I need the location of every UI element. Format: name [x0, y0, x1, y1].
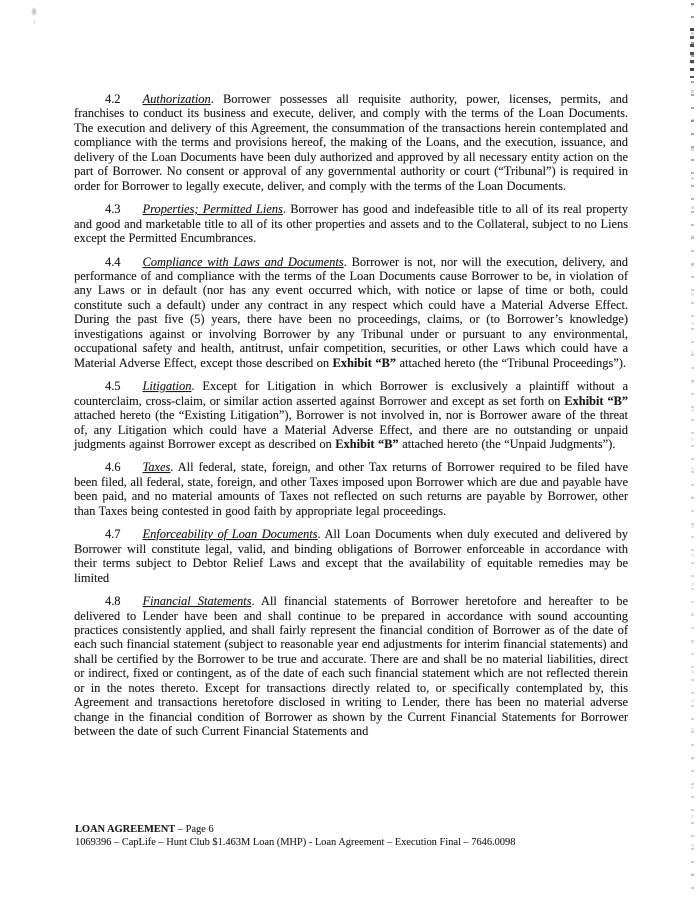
section-number: 4.7 — [105, 527, 121, 542]
section-heading: Compliance with Laws and Documents — [142, 254, 344, 269]
body-text-run: . All federal, state, foreign, and other Tax returns of Borrower required to be filed have been filed, all federal, state, foreign, and other Taxes imposed upon Borrower which are due and payable have been paid, and no material amounts of Taxes not reflected on such returns are payable by Borrower, other than Taxes being contested in good faith by appropriate legal proceedings. — [74, 460, 628, 518]
footer-page-number: – Page 6 — [175, 824, 214, 835]
section-number: 4.4 — [105, 254, 121, 269]
body-text-run: . Borrower has good and indefeasible title to all of its real property and good and marketable title to all of its other properties and assets and to the Collateral, subject to no Liens except the Permitted Encumbrances. — [74, 202, 628, 246]
body-text-run: . Borrower is not, nor will the execution, delivery, and performance of and compliance with the terms of the Loan Documents cause Borrower to be, in violation of any Laws or in default (nor has any event occurred which, with notice or lapse of time or both, could constitute such a default) under any contract in any respect which could have a Material Adverse Effect. During the past five (5) years, there have been no proceedings, claims, or (to Borrower’s knowledge) investigations against or involving Borrower by any Tribunal under or pursuant to any environmental, occupational safety and health, antitrust, unfair competition, securities, or other Laws which could have a Material Adverse Effect, except those described on — [74, 254, 628, 370]
body-text-run: . Borrower possesses all requisite authority, power, licenses, permits, and franchises to conduct its business and execute, deliver, and comply with the terms of the Loan Documents. The execution and delivery of this Agreement, the consummation of the transactions herein contemplated and compliance with the terms and provisions hereof, the making of the Loans, and the execution, issuance, and delivery of the Loan Documents have been duly authorized and approved by all necessary entity action on the part of Borrower. No consent or approval of any governmental authority or court (“Tribunal”) is required in order for Borrower to legally execute, deliver, and comply with the terms of the Loan Documents. — [74, 92, 628, 193]
page-footer — [75, 823, 515, 849]
body-text-run: attached hereto (the “Tribunal Proceedings”). — [395, 355, 626, 370]
section-number: 4.8 — [105, 594, 121, 609]
footer-doc-title: LOAN AGREEMENT — [75, 824, 176, 835]
section-paragraph — [74, 594, 628, 739]
section-paragraph — [74, 92, 628, 193]
section-paragraph — [74, 379, 628, 451]
section-heading: Taxes — [142, 460, 171, 475]
body-text-run: . All Loan Documents when duly executed and delivered by Borrower will constitute legal, valid, and binding obligations of Borrower enforceable in accordance with their terms subject to Debtor Relief Laws and except that the availability of equitable remedies may be limited — [74, 527, 628, 585]
section-number: 4.2 — [105, 92, 121, 106]
body-text-run: . All financial statements of Borrower heretofore and hereafter to be delivered to Lender have been and shall continue to be prepared in accordance with sound accounting practices consistently applied, and shall fairly represent the financial condition of Borrower as of the date of each such financial statement (subject to reasonable year end adjustments for interim financial statements) and shall be certified by the Borrower to be true and accurate. There are and shall be no material liabilities, direct or indirect, fixed or contingent, as of the date of each such financial statement which are not reflected therein or in the notes thereto. Except for transactions directly related to, or specifically contemplated by, this Agreement and transactions heretofore disclosed in writing to Lender, there has been no material adverse change in the financial condition of Borrower as shown by the Current Financial Statements for Borrower between the date of such Current Financial Statements and — [74, 594, 628, 739]
scan-noise-right-edge — [691, 3, 694, 897]
section-heading: Properties; Permitted Liens — [142, 202, 283, 217]
scan-smudge-dot — [33, 19, 36, 25]
section-number: 4.5 — [105, 379, 121, 394]
section-body-text — [74, 255, 628, 370]
section-paragraph — [74, 527, 628, 585]
document-body — [74, 92, 628, 739]
scan-smudge-top-left — [31, 7, 37, 16]
section-paragraph — [74, 255, 628, 371]
body-text-run: attached hereto (the “Unpaid Judgments”). — [398, 436, 616, 451]
footer-doc-title-line — [75, 823, 515, 836]
body-text-run: attached hereto (the “Existing Litigation”), Borrower is not involved in, nor is Borrower aware of the threat of, any Litigation which could have a Material Adverse Effect, and there are no outstanding or unpaid judgments against Borrower except as described on — [74, 408, 628, 451]
section-body-text — [74, 92, 628, 193]
footer-file-reference: 1069396 – CapLife – Hunt Club $1.463M Loan (MHP) - Loan Agreement – Execution Final – 7646.0098 — [75, 837, 516, 848]
section-paragraph — [74, 202, 628, 245]
bold-defined-term: Exhibit “B” — [332, 355, 396, 370]
section-heading: Litigation — [142, 379, 192, 394]
scan-noise-right-edge-dark — [690, 28, 694, 78]
bold-defined-term: Exhibit “B” — [335, 436, 399, 451]
section-paragraph — [74, 460, 628, 518]
section-body-text — [74, 594, 628, 738]
section-number: 4.6 — [105, 460, 121, 475]
section-heading: Financial Statements — [142, 594, 252, 609]
section-heading: Authorization — [142, 92, 211, 106]
body-text-run: . Except for Litigation in which Borrower is exclusively a plaintiff without a counterclaim, cross-claim, or similar action asserted against Borrower and except as set forth on — [74, 379, 628, 408]
section-number: 4.3 — [105, 202, 121, 217]
section-heading: Enforceability of Loan Documents — [142, 527, 318, 542]
bold-defined-term: Exhibit “B” — [564, 393, 628, 408]
